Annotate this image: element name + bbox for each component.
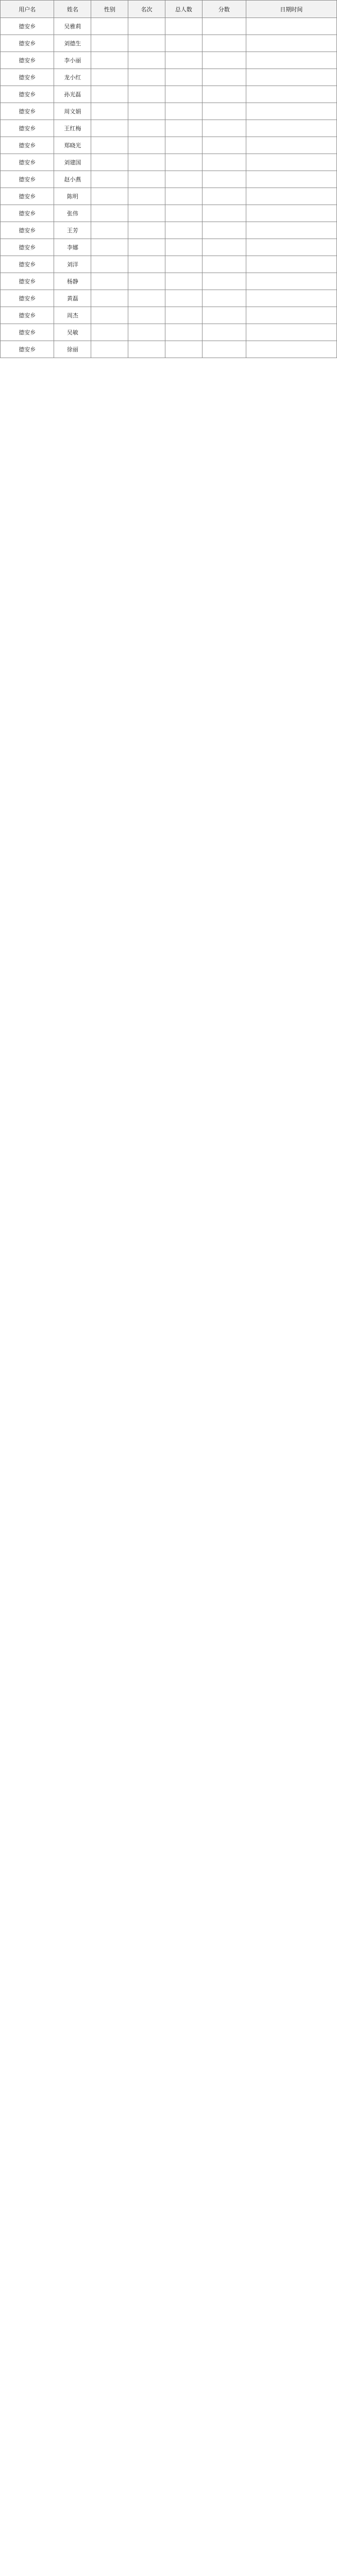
- data-cell: [202, 222, 246, 239]
- data-cell: [91, 120, 128, 137]
- name-cell: 黄磊: [54, 290, 91, 307]
- table-row: [1, 205, 337, 222]
- unit-cell: 德安乡: [1, 188, 54, 205]
- data-cell: [246, 341, 336, 358]
- data-cell: [202, 171, 246, 188]
- data-cell: [246, 290, 336, 307]
- data-cell: [202, 35, 246, 52]
- name-cell: 王芳: [54, 222, 91, 239]
- unit-cell: 德安乡: [1, 69, 54, 86]
- data-cell: [91, 290, 128, 307]
- name-cell: 刘德生: [54, 35, 91, 52]
- unit-cell: 德安乡: [1, 137, 54, 154]
- unit-cell: 德安乡: [1, 18, 54, 35]
- name-cell: 郑晓光: [54, 137, 91, 154]
- data-cell: [246, 256, 336, 273]
- data-cell: [202, 86, 246, 103]
- data-cell: [202, 273, 246, 290]
- data-cell: [246, 69, 336, 86]
- data-cell: [165, 205, 202, 222]
- data-cell: [246, 35, 336, 52]
- data-cell: [202, 103, 246, 120]
- data-cell: [202, 341, 246, 358]
- unit-cell: 德安乡: [1, 52, 54, 69]
- table-row: [1, 120, 337, 137]
- unit-cell: 德安乡: [1, 86, 54, 103]
- name-cell: 徐丽: [54, 341, 91, 358]
- name-cell: 周文娟: [54, 103, 91, 120]
- data-cell: [91, 222, 128, 239]
- data-cell: [165, 307, 202, 324]
- table-row: [1, 103, 337, 120]
- header-row: [1, 1, 337, 18]
- unit-cell: 德安乡: [1, 290, 54, 307]
- data-cell: [128, 239, 165, 256]
- header-cell: 性别: [91, 1, 128, 18]
- header-cell: 姓名: [54, 1, 91, 18]
- header-cell: 名次: [128, 1, 165, 18]
- data-cell: [128, 171, 165, 188]
- unit-cell: 德安乡: [1, 239, 54, 256]
- table-row: [1, 154, 337, 171]
- data-cell: [246, 324, 336, 341]
- data-cell: [246, 52, 336, 69]
- data-cell: [246, 103, 336, 120]
- name-cell: 刘洋: [54, 256, 91, 273]
- data-cell: [202, 239, 246, 256]
- data-cell: [91, 52, 128, 69]
- data-cell: [91, 103, 128, 120]
- data-cell: [165, 52, 202, 69]
- data-cell: [91, 18, 128, 35]
- data-cell: [165, 341, 202, 358]
- data-cell: [246, 188, 336, 205]
- data-cell: [91, 137, 128, 154]
- unit-cell: 德安乡: [1, 154, 54, 171]
- data-cell: [246, 154, 336, 171]
- data-cell: [91, 341, 128, 358]
- table-body: [1, 18, 337, 358]
- data-cell: [165, 120, 202, 137]
- unit-cell: 德安乡: [1, 171, 54, 188]
- data-cell: [246, 86, 336, 103]
- data-cell: [128, 52, 165, 69]
- data-cell: [128, 222, 165, 239]
- data-cell: [128, 324, 165, 341]
- data-cell: [246, 137, 336, 154]
- data-cell: [202, 137, 246, 154]
- data-cell: [91, 205, 128, 222]
- name-cell: 刘建国: [54, 154, 91, 171]
- data-cell: [91, 154, 128, 171]
- name-cell: 杨静: [54, 273, 91, 290]
- data-cell: [165, 103, 202, 120]
- name-cell: 周杰: [54, 307, 91, 324]
- data-cell: [165, 324, 202, 341]
- data-cell: [246, 307, 336, 324]
- table-row: [1, 18, 337, 35]
- table-row: [1, 239, 337, 256]
- unit-cell: 德安乡: [1, 120, 54, 137]
- name-cell: 陈明: [54, 188, 91, 205]
- name-cell: 吴敏: [54, 324, 91, 341]
- data-cell: [202, 205, 246, 222]
- data-cell: [202, 188, 246, 205]
- data-cell: [165, 239, 202, 256]
- name-cell: 李娜: [54, 239, 91, 256]
- data-cell: [128, 205, 165, 222]
- data-cell: [128, 103, 165, 120]
- data-cell: [165, 154, 202, 171]
- unit-cell: 德安乡: [1, 307, 54, 324]
- data-cell: [202, 307, 246, 324]
- results-table: [0, 0, 337, 358]
- data-cell: [165, 171, 202, 188]
- data-cell: [91, 35, 128, 52]
- data-cell: [91, 171, 128, 188]
- table-row: [1, 273, 337, 290]
- data-cell: [128, 69, 165, 86]
- header-cell: 分数: [202, 1, 246, 18]
- data-cell: [165, 137, 202, 154]
- data-cell: [128, 86, 165, 103]
- data-cell: [202, 256, 246, 273]
- table-row: [1, 256, 337, 273]
- table-row: [1, 341, 337, 358]
- name-cell: 张伟: [54, 205, 91, 222]
- data-cell: [165, 222, 202, 239]
- data-cell: [128, 137, 165, 154]
- name-cell: 赵小燕: [54, 171, 91, 188]
- table-row: [1, 222, 337, 239]
- name-cell: 王红梅: [54, 120, 91, 137]
- data-cell: [91, 239, 128, 256]
- data-cell: [128, 341, 165, 358]
- table-row: [1, 290, 337, 307]
- table-row: [1, 35, 337, 52]
- data-cell: [246, 222, 336, 239]
- table-row: [1, 171, 337, 188]
- unit-cell: 德安乡: [1, 341, 54, 358]
- data-cell: [128, 307, 165, 324]
- data-cell: [202, 69, 246, 86]
- data-cell: [202, 18, 246, 35]
- data-cell: [165, 69, 202, 86]
- data-cell: [202, 120, 246, 137]
- name-cell: 吴雅莉: [54, 18, 91, 35]
- data-cell: [165, 18, 202, 35]
- header-cell: 日期时间: [246, 1, 336, 18]
- data-cell: [128, 154, 165, 171]
- data-cell: [246, 171, 336, 188]
- data-cell: [202, 324, 246, 341]
- data-cell: [128, 18, 165, 35]
- data-cell: [246, 18, 336, 35]
- data-cell: [165, 188, 202, 205]
- table-row: [1, 69, 337, 86]
- data-cell: [128, 188, 165, 205]
- data-cell: [202, 52, 246, 69]
- data-cell: [165, 35, 202, 52]
- name-cell: 李小丽: [54, 52, 91, 69]
- data-cell: [202, 154, 246, 171]
- unit-cell: 德安乡: [1, 324, 54, 341]
- table-row: [1, 137, 337, 154]
- table-row: [1, 86, 337, 103]
- unit-cell: 德安乡: [1, 205, 54, 222]
- header-cell: 用户名: [1, 1, 54, 18]
- data-cell: [91, 188, 128, 205]
- data-cell: [202, 290, 246, 307]
- unit-cell: 德安乡: [1, 273, 54, 290]
- data-cell: [246, 120, 336, 137]
- table-row: [1, 188, 337, 205]
- data-cell: [128, 256, 165, 273]
- data-cell: [165, 256, 202, 273]
- table-row: [1, 324, 337, 341]
- data-cell: [246, 239, 336, 256]
- data-cell: [91, 324, 128, 341]
- unit-cell: 德安乡: [1, 35, 54, 52]
- unit-cell: 德安乡: [1, 222, 54, 239]
- table-row: [1, 52, 337, 69]
- data-cell: [246, 273, 336, 290]
- table-row: [1, 307, 337, 324]
- data-cell: [165, 273, 202, 290]
- data-cell: [246, 205, 336, 222]
- header-cell: 总人数: [165, 1, 202, 18]
- data-cell: [91, 307, 128, 324]
- data-cell: [165, 86, 202, 103]
- unit-cell: 德安乡: [1, 256, 54, 273]
- name-cell: 龙小红: [54, 69, 91, 86]
- data-cell: [91, 86, 128, 103]
- unit-cell: 德安乡: [1, 103, 54, 120]
- data-cell: [128, 290, 165, 307]
- data-cell: [91, 273, 128, 290]
- data-cell: [91, 69, 128, 86]
- data-cell: [165, 290, 202, 307]
- data-cell: [91, 256, 128, 273]
- data-cell: [128, 120, 165, 137]
- data-cell: [128, 273, 165, 290]
- name-cell: 孙光磊: [54, 86, 91, 103]
- data-cell: [128, 35, 165, 52]
